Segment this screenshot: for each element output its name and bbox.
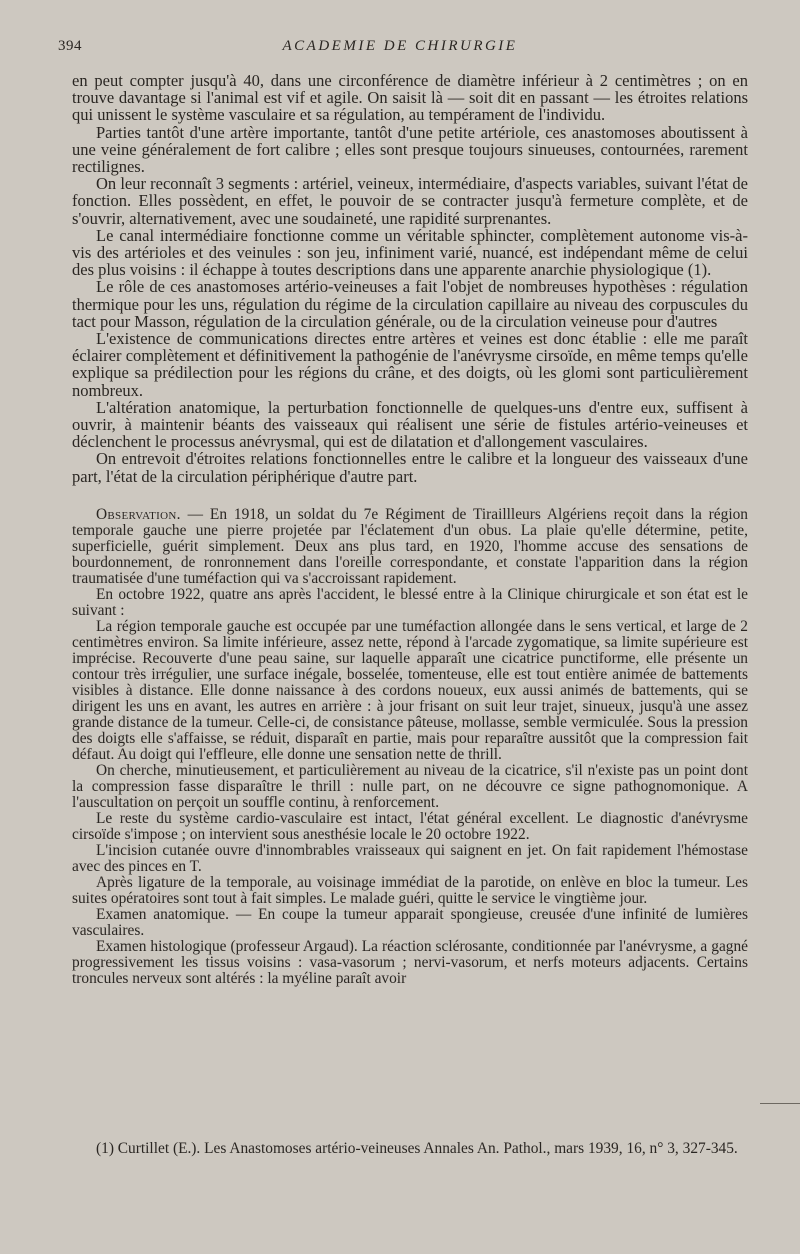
paragraph: On leur reconnaît 3 segments : artériel, veineux, intermédiaire, d'aspects variables, suivant l'état de fonction. Elles possèdent, en effet, le pouvoir de se contracter jusqu'à fermeture complète, et de s'ouvrir, alternativement, avec une soudaineté, une rapidité surprenantes. [72,174,748,228]
paragraph: On entrevoit d'étroites relations fonctionnelles entre le calibre et la longueur des vaisseaux d'une part, l'état de la circulation périphérique d'autre part. [72,449,748,486]
page-number: 394 [58,38,82,54]
running-head: ACADEMIE DE CHIRURGIE [282,38,518,54]
page-header [0,38,800,58]
observation-section [72,507,748,987]
observation-paragraph: La région temporale gauche est occupée par une tuméfaction allongée dans le sens vertical, et large de 2 centimètres environ. Sa limite inférieure, assez nette, répond à l'arcade zygomatique, sa limite supérieure est imprécise. Recouverte d'une peau saine, sur laquelle apparaît une cicatrice punctiforme, elle présente un contour très irrégulier, une surface inégale, bosselée, tomenteuse, elle est tout entière animée de battements visibles à distance. Elle donne naissance à des cordons noueux, eux aussi animés de battements, qui se dirigent les uns en avant, les autres en arrière : à jour frisant on suit leur trajet, sinueux, jusqu'à une assez grande distance de la tumeur. Celle-ci, de consistance pâteuse, mollasse, semble vermiculée. Sous la pression des doigts elle s'affaisse, se réduit, disparaît en partie, mais pour reparaître aussitôt que la compression fait défaut. Au doigt qui l'effleure, elle donne une sensation nette de thrill. [72,617,748,763]
observation-paragraph: Examen histologique (professeur Argaud). La réaction sclérosante, conditionnée par l'anévrysme, a gagné progressivement les tissus voisins : vasa-vasorum ; nervi-vasorum, et nerfs moteurs adjacents. Certains troncules nerveux sont altérés : la myéline paraît avoir [72,937,748,987]
footnote: (1) Curtillet (E.). Les Anastomoses artério-veineuses Annales An. Pathol., mars 1939, 16, n° 3, 327-345. [96,1140,738,1157]
paragraph: Le rôle de ces anastomoses artério-veineuses a fait l'objet de nombreuses hypothèses : régulation thermique pour les uns, régulation du régime de la circulation capillaire au niveau des corpuscules du tact pour Masson, régulation de la circulation générale, ou de la circulation veineuse pour d'autres [72,277,748,331]
observation-paragraph: Examen anatomique. — En coupe la tumeur apparait spongieuse, creusée d'une infinité de lumières vasculaires. [72,905,748,939]
paragraph: L'existence de communications directes entre artères et veines est donc établie : elle me paraît éclairer complètement et définitivement la pathogénie de l'anévrysme cirsoïde, en même temps qu'elle explique sa prédilection pour les régions du crâne, et des doigts, où les glomi sont particulièrement nombreux. [72,329,748,400]
paragraph: en peut compter jusqu'à 40, dans une circonférence de diamètre inférieur à 2 centimètres ; on en trouve davantage si l'animal est vif et agile. On saisit là — soit dit en passant — les étroites relations qui unissent le système vasculaire et sa régulation, au tempérament de l'individu. [72,71,748,125]
observation-text: — En 1918, un soldat du 7e Régiment de Tiraillleurs Algériens reçoit dans la région temporale gauche une pierre projetée par l'éclatement d'un obus. La plaie qu'elle détermine, petite, superficielle, guérit simplement. Deux ans plus tard, en 1920, l'homme accuse des sensations de bourdonnement, de ronronnement dans l'oreille correspondante, et constate l'apparition dans la région traumatisée d'une tuméfaction qui va s'accroissant rapidement. [72,505,748,587]
observation-paragraph: L'incision cutanée ouvre d'innombrables vraisseaux qui saignent en jet. On fait rapidement l'hémostase avec des pinces en T. [72,841,748,875]
observation-paragraph: Le reste du système cardio-vasculaire est intact, l'état général excellent. Le diagnostic d'anévrysme cirsoïde s'impose ; on intervient sous anesthésie locale le 20 octobre 1922. [72,809,748,843]
observation-paragraph: Après ligature de la temporale, au voisinage immédiat de la parotide, on enlève en bloc la tumeur. Les suites opératoires sont tout à fait simples. Le malade guéri, quitte le service le vingtième jour. [72,873,748,907]
observation-paragraph: En octobre 1922, quatre ans après l'accident, le blessé entre à la Clinique chirurgicale et son état est le suivant : [72,585,748,619]
paragraph: L'altération anatomique, la perturbation fonctionnelle de quelques-uns d'entre eux, suffisent à ouvrir, à maintenir béants des vaisseaux qui réalisent une série de fistules artério-veineuses et déclenchent le processus anévrysmal, qui est de dilatation et d'allongement vasculaires. [72,397,748,452]
observation-paragraph: On cherche, minutieusement, et particulièrement au niveau de la cicatrice, s'il n'existe pas un point dont la compression fasse disparaître le thrill : nulle part, on ne découvre ce signe pathognomonique. A l'auscultation on perçoit un souffle continu, à renforcement. [72,761,748,811]
main-text [72,72,748,987]
paragraph: Le canal intermédiaire fonctionne comme un véritable sphincter, complètement autonome vis-à-vis des artérioles et des veinules : son jeu, infiniment varié, nuancé, est indépendant même de celui des plus voisins : il échappe à toutes descriptions dans une apparente anarchie physiologique (1). [72,225,748,280]
observation-paragraph [72,507,748,587]
margin-mark [760,1103,800,1104]
observation-label: Observation. [96,505,181,523]
paragraph: Parties tantôt d'une artère importante, tantôt d'une petite artériole, ces anastomoses aboutissent à une veine généralement de fort calibre ; elles sont presque toujours sinueuses, contournées, rarement rectilignes. [72,122,748,177]
